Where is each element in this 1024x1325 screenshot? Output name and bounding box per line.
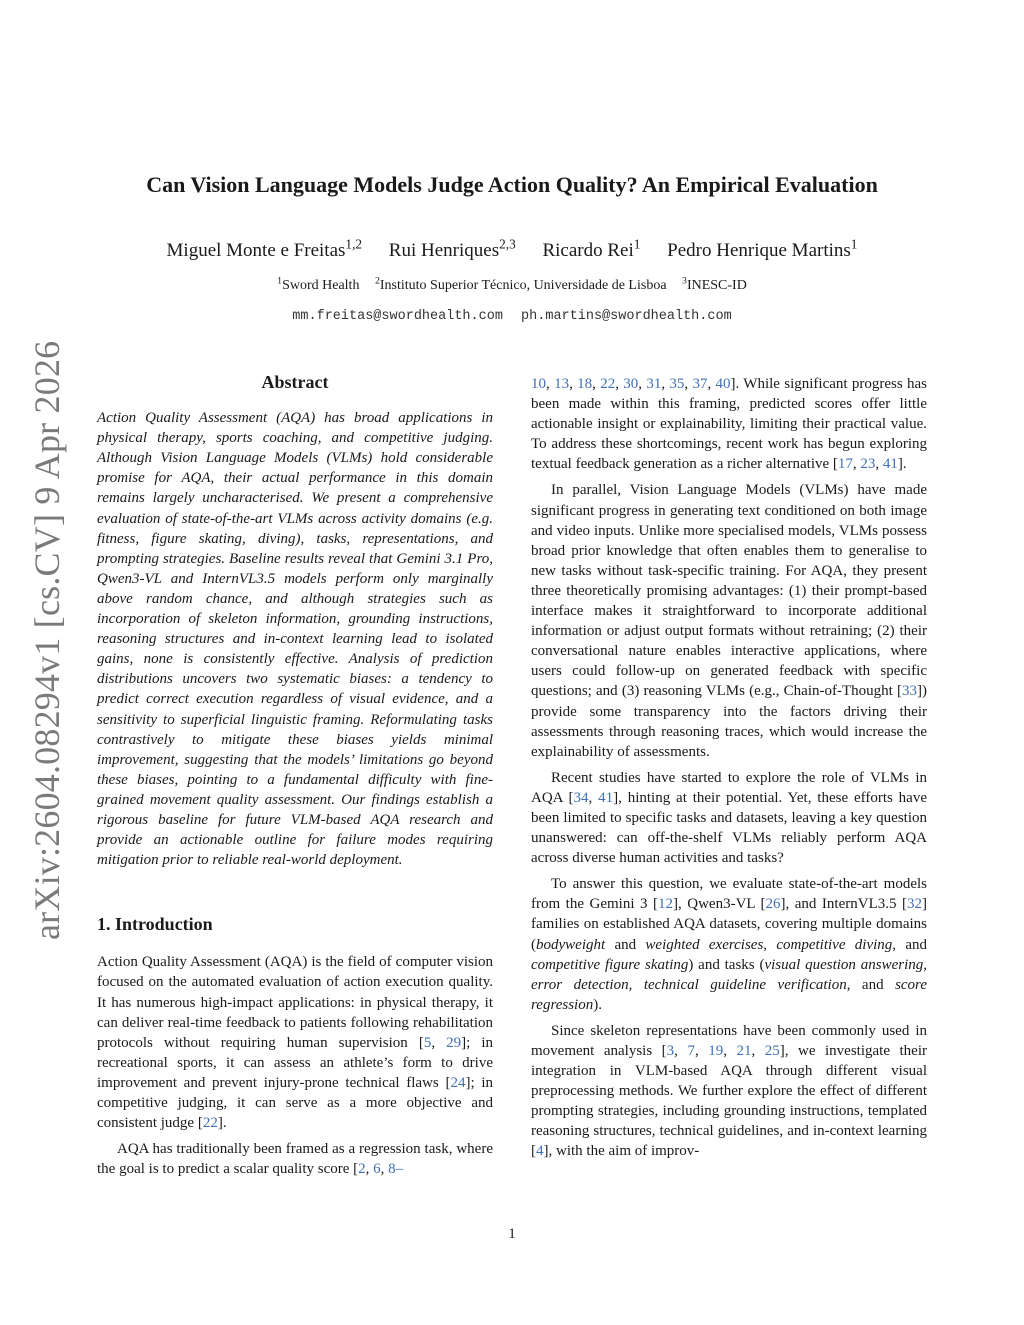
citation-link[interactable]: 29 [446, 1034, 462, 1051]
citation-link[interactable]: 31 [646, 376, 662, 392]
citation-link[interactable]: 22 [600, 376, 616, 392]
author: Pedro Henrique Martins$^1$ [667, 236, 858, 261]
citation-link[interactable]: 34 [573, 789, 589, 806]
intro-paragraph-1: Action Quality Assessment (AQA) is the field of computer vision focused on the automated evaluation of action execution quality. It has numerous high-impact applications: in physical therapy, it can deliver real-time feedback to patients following rehabilitation protocols without requiring human supervision [5, 29]; in recreational sports, it can assess an athlete’s form to drive improvement and prevent injury-prone technical flaws [24]; in competitive judging, it can serve as a more objective and consistent judge [22]. [97, 954, 493, 1132]
affiliation-list [60, 275, 964, 294]
section-heading-introduction: 1. Introduction [97, 914, 213, 935]
intro-paragraph-2-continued: 10, 13, 18, 22, 30, 31, 35, 37, 40]. While significant progress has been made within this framing, predicted scores offer little actionable insight or explainability, limiting their practical value. To address these shortcomings, recent work has begun exploring textual feedback generation as a richer alternative [17, 23, 41]. [531, 376, 928, 473]
author-list [60, 236, 964, 262]
citation-link[interactable]: 26 [765, 896, 781, 913]
email-address[interactable]: ph.martins@swordhealth.com [521, 309, 732, 324]
citation-link[interactable]: 4 [536, 1143, 544, 1160]
left-column [97, 372, 493, 1185]
author: Miguel Monte e Freitas$^{1,2}$ [166, 236, 363, 261]
citation-link[interactable]: 37 [692, 376, 708, 392]
citation-link[interactable]: 30 [623, 376, 639, 392]
citation-link[interactable]: 41 [598, 789, 614, 806]
email-list [60, 309, 964, 324]
citation-link[interactable]: 35 [669, 376, 685, 392]
author: Rui Henriques$^{2,3}$ [388, 236, 516, 261]
citation-link[interactable]: 19 [708, 1043, 724, 1059]
arxiv-identifier: arXiv:2604.08294v1 [cs.CV] 9 Apr 2026 [27, 340, 67, 940]
affiliation: $^3$INESC-ID [682, 275, 747, 293]
intro-paragraph-6: Since skeleton representations have been commonly used in movement analysis [3, 7, 19, 21, 25], we investigate their integration in VLM-based AQA through different visual preprocessing methods. We further explore the effect of different prompting strategies, including grounding instructions, templated reasoning structures, technical guidelines, and in-context learning [4], with the aim of improv- [531, 1022, 927, 1160]
email-address[interactable]: mm.freitas@swordhealth.com [292, 309, 503, 324]
page-number: 1 [508, 1226, 516, 1242]
citation-link[interactable]: 21 [736, 1043, 752, 1059]
intro-paragraph-2: AQA has traditionally been framed as a regression task, where the goal is to predict a scalar quality score [2, 6, 8– [97, 1141, 493, 1178]
citation-link[interactable]: 13 [554, 376, 570, 392]
citation-link[interactable]: 7 [687, 1043, 695, 1059]
citation-link[interactable]: 40 [715, 376, 731, 392]
intro-paragraph-5: To answer this question, we evaluate state-of-the-art models from the Gemini 3 [12], Qwen3-VL [26], and InternVL3.5 [32] families on established AQA datasets, covering multiple domains (bodyweight and weighted exercises, competitive diving, and competitive figure skating) and tasks (visual question answering, error detection, technical guideline verification, and score regression). [531, 876, 927, 1013]
citation-link[interactable]: 32 [907, 896, 922, 913]
citation-link[interactable]: 2 [358, 1161, 366, 1178]
citation-link[interactable]: 5 [423, 1034, 432, 1051]
affiliation: $^2$Instituto Superior Técnico, Universidade de Lisboa [374, 275, 667, 293]
right-column [531, 374, 927, 1168]
intro-paragraph-4: Recent studies have started to explore the role of VLMs in AQA [34, 41], hinting at their potential. Yet, these efforts have been limited to specific tasks and datasets, leaving a key question unanswered: can off-the-shelf VLMs reliably perform AQA across diverse human activities and tasks? [531, 769, 927, 867]
citation-link[interactable]: 10 [531, 376, 546, 392]
citation-link[interactable]: 33 [902, 683, 917, 700]
citation-link[interactable]: 3 [666, 1043, 675, 1059]
citation-link[interactable]: 12 [658, 896, 673, 913]
author: Ricardo Rei$^1$ [542, 236, 641, 261]
citation-link[interactable]: 22 [202, 1115, 218, 1132]
citation-link[interactable]: 25 [764, 1043, 780, 1059]
abstract-heading: Abstract [261, 372, 329, 392]
paper-title: Can Vision Language Models Judge Action Quality? An Empirical Evaluation [146, 172, 878, 197]
citation-link[interactable]: 6 [373, 1161, 381, 1178]
abstract-text: Action Quality Assessment (AQA) has broad applications in physical therapy, sports coaching, and competitive judging. Although Vision Language Models (VLMs) hold considerable promise for AQA, their actual performance in this domain remains largely uncharacterised. We present a comprehensive evaluation of state-of-the-art VLMs across activity domains (e.g. fitness, figure skating, diving), tasks, representations, and prompting strategies. Baseline results reveal that Gemini 3.1 Pro, Qwen3-VL and InternVL3.5 models perform only marginally above random chance, and although strategies such as incorporation of skeleton information, grounding instructions, reasoning structures and in-context learning lead to isolated gains, none is consistently effective. Analysis of prediction distributions uncovers two systematic biases: a tendency to predict correct execution regardless of visual evidence, and a sensitivity to superficial linguistic framing. Reformulating tasks contrastively to mitigate these biases yields minimal improvement, suggesting that the models’ limitations go beyond these biases, pointing to a fundamental difficulty with fine-grained movement quality assessment. Our findings establish a rigorous baseline for future VLM-based AQA research and provide an actionable outline for failure modes requiring mitigation prior to reliable real-world deployment. [97, 410, 493, 869]
citation-link[interactable]: 24 [450, 1074, 466, 1091]
citation-link[interactable]: 23 [860, 456, 876, 473]
citation-link[interactable]: 41 [882, 456, 898, 473]
citation-link[interactable]: 18 [577, 376, 593, 392]
affiliation: $^1$Sword Health [277, 275, 360, 293]
citation-link[interactable]: 8 [388, 1161, 396, 1178]
intro-paragraph-3: In parallel, Vision Language Models (VLMs) have made significant progress in generating text conditioned on both image and video inputs. Unlike more specialised models, VLMs possess broad prior knowledge that often enables them to generalise to new tasks without task-specific training. For AQA, they present three theoretically promising advantages: (1) their prompt-based interface makes it straightforward to incorporate additional information or adjust output formats without retraining; (2) their conversational nature enables interactive applications, where users could follow-up on generated feedback with specific questions; and (3) reasoning VLMs (e.g., Chain-of-Thought [33]) provide some transparency into the factors driving their assessments through reasoning traces, which would increase the explainability of assessments. [531, 482, 927, 760]
citation-link[interactable]: 17 [837, 456, 853, 473]
